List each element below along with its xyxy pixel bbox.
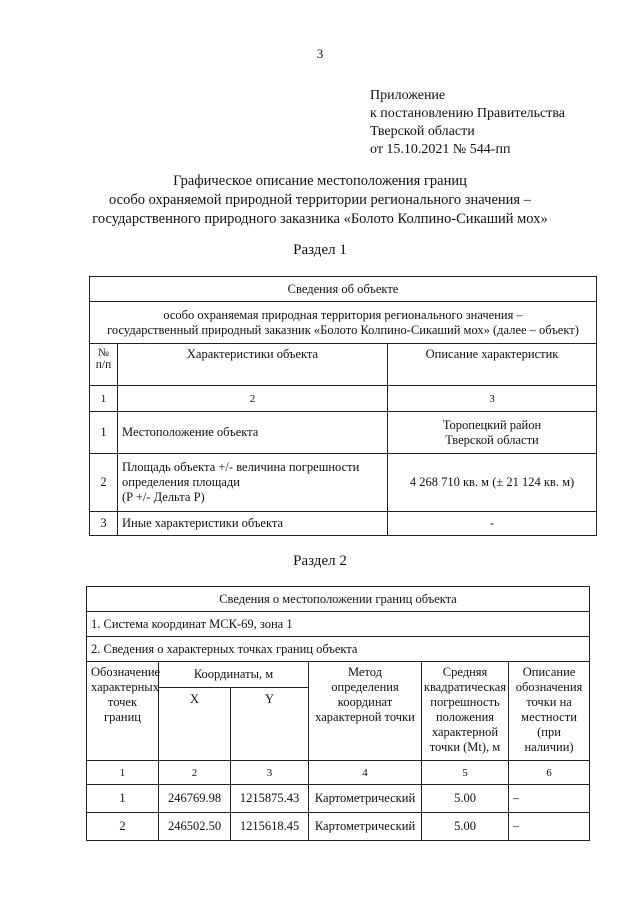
col-char-header: Характеристики объекта [118,344,388,386]
col-method-header [309,662,422,761]
header-line: координат [337,695,393,709]
title-line: государственного природного заказника «Болото Колпино-Сикаший мох» [92,211,548,227]
col-coords-header: Координаты, м [159,662,309,688]
col-num-header: № п/п [90,344,118,386]
index-cell: 3 [231,761,309,785]
appendix-line: Приложение [370,88,446,103]
row-number: 2 [90,454,118,512]
index-cell: 2 [118,386,388,412]
header-line: определения [331,680,399,694]
row-characteristic: Местоположение объекта [118,412,388,454]
appendix-block [370,87,565,159]
header-line: Средняя [442,665,488,679]
page-number: 3 [316,46,324,61]
point-mt: 5.00 [422,785,509,813]
index-cell: 1 [90,386,118,412]
row-number: 3 [90,512,118,536]
object-name-cell [90,302,597,344]
header-line: границ [104,710,141,724]
col-desc-header: Описание характеристик [388,344,597,386]
col-desc-header [509,662,590,761]
point-y: 1215618.45 [231,813,309,841]
table-row [87,813,590,841]
point-method: Картометрический [309,813,422,841]
row-description: 4 268 710 кв. м (± 21 124 кв. м) [388,454,597,512]
col-error-header [422,662,509,761]
points-header: 2. Сведения о характерных точках границ объекта [87,637,590,662]
header-line: точки на [526,695,572,709]
description-line: Тверской области [445,432,539,447]
object-info-table [89,276,597,536]
col-point-header [87,662,159,761]
document-title [0,172,640,229]
header-line: характерной [431,725,499,739]
index-cell: 4 [309,761,422,785]
point-x: 246769.98 [159,785,231,813]
boundary-points-table [86,586,590,841]
header-line: погрешность [430,695,500,709]
table-header: Сведения о местоположении границ объекта [87,587,590,612]
point-desc: – [509,785,590,813]
header-line: положения [435,710,495,724]
title-line: особо охраняемой природной территории регионального значения – [109,192,531,208]
header-line: квадратическая [423,680,507,694]
point-x: 246502.50 [159,813,231,841]
point-method: Картометрический [309,785,422,813]
characteristic-line: (P +/- Дельта P) [122,490,205,504]
appendix-line: Тверской области [370,124,475,139]
index-cell: 2 [159,761,231,785]
header-line: характерной точки [315,710,415,724]
point-desc: – [509,813,590,841]
header-line: обозначения [515,680,583,694]
section1-heading: Раздел 1 [293,242,347,258]
characteristic-line: определения площади [122,475,240,489]
characteristic-line: Площадь объекта +/- величина погрешности [122,460,360,474]
table-row [87,785,590,813]
title-line: Графическое описание местоположения границ [173,173,467,189]
header-line: Метод [347,665,383,679]
header-line: наличии) [524,740,574,754]
table-header: Сведения об объекте [90,277,597,302]
table-row [90,454,597,512]
section2-heading: Раздел 2 [293,553,347,569]
header-line: Обозначение [91,665,161,679]
index-cell: 5 [422,761,509,785]
table-row [90,412,597,454]
point-number: 2 [87,813,159,841]
header-line: местности [521,710,577,724]
index-cell: 1 [87,761,159,785]
point-number: 1 [87,785,159,813]
appendix-line: от 15.10.2021 № 544-пп [370,142,511,157]
row-description [388,412,597,454]
header-line: Описание [522,665,576,679]
row-characteristic: Иные характеристики объекта [118,512,388,536]
col-y-header: Y [231,688,309,761]
description-line: Торопецкий район [442,417,542,432]
row-characteristic [118,454,388,512]
col-x-header: X [159,688,231,761]
header-line: точки (Mt), м [429,740,501,754]
point-mt: 5.00 [422,813,509,841]
header-line: (при [537,725,561,739]
header-line: характерных [91,680,159,694]
table-row [90,512,597,536]
point-y: 1215875.43 [231,785,309,813]
object-name-line: особо охраняемая природная территория регионального значения – [163,307,523,322]
index-cell: 3 [388,386,597,412]
row-description: - [388,512,597,536]
object-name-line: государственный природный заказник «Болото Колпино-Сикаший мох» (далее – объект) [107,322,579,337]
header-line: точек [107,695,138,709]
index-cell: 6 [509,761,590,785]
row-number: 1 [90,412,118,454]
appendix-line: к постановлению Правительства [370,106,566,121]
coordinate-system: 1. Система координат МСК-69, зона 1 [87,612,590,637]
